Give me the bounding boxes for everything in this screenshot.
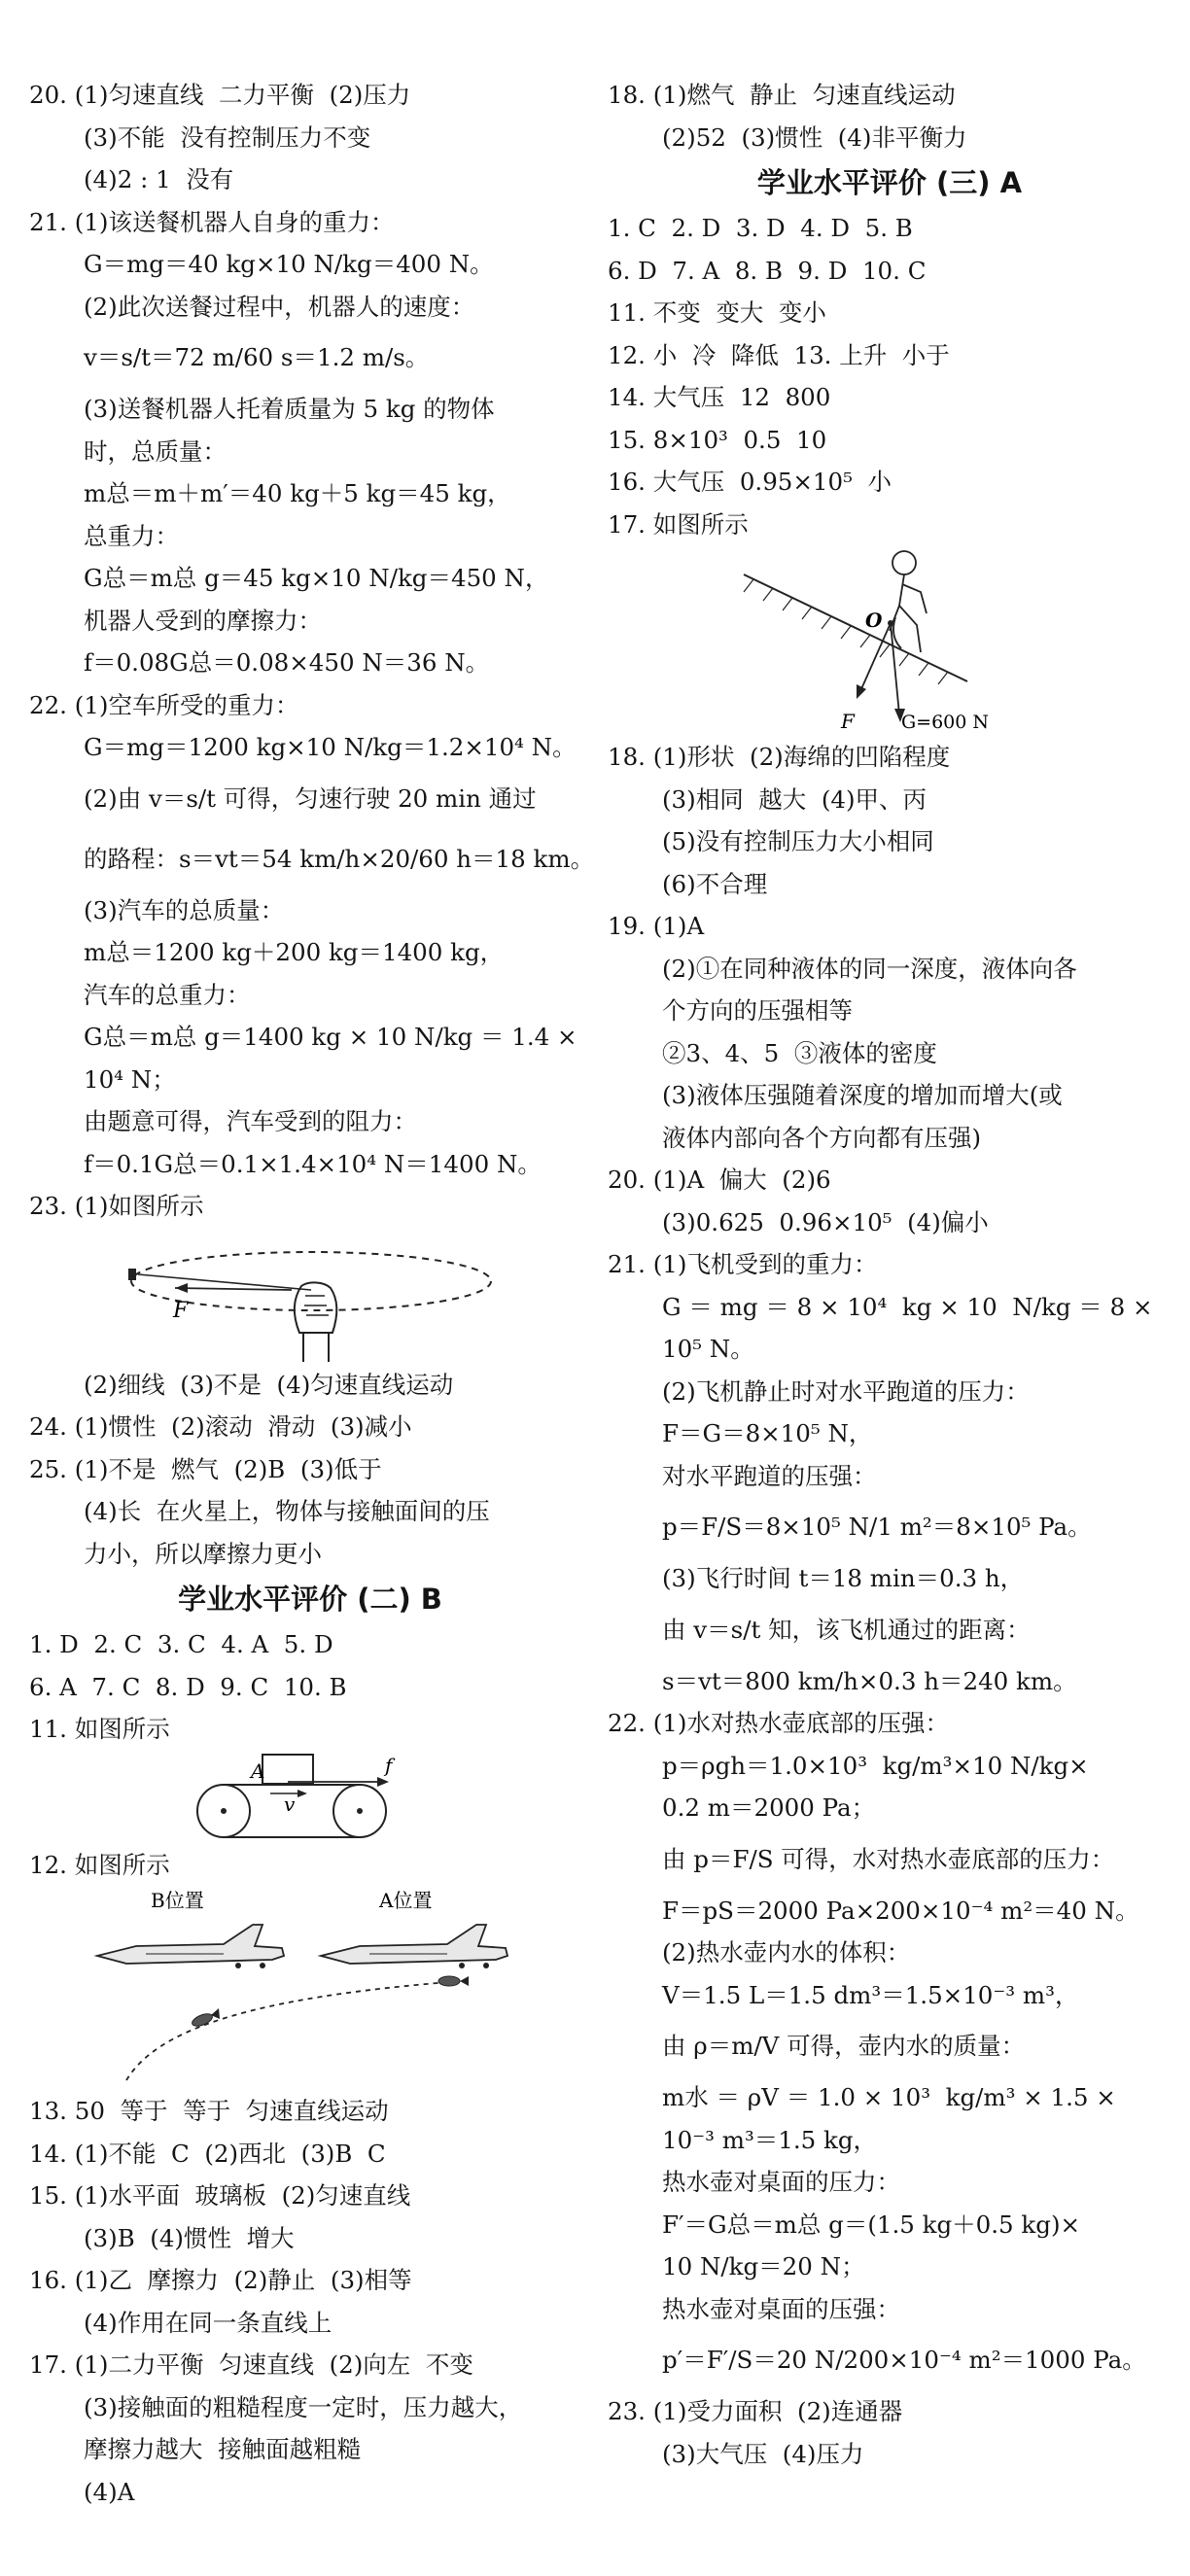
fig17-label-o: O — [865, 609, 883, 632]
answer-line: 19. (1)A — [608, 912, 705, 940]
force-arrowhead — [175, 1283, 188, 1293]
answer-line: 14. 大气压 12 800 — [608, 383, 831, 411]
answer-line: 24. (1)惯性 (2)滚动 滑动 (3)减小 — [29, 1412, 412, 1441]
answer-line: 热水壶对桌面的压强： — [662, 2294, 900, 2323]
answer-line: 由 ρ＝m/V 可得，壶内水的质量： — [662, 2032, 1026, 2060]
answer-line: G＝mg＝40 kg×10 N/kg＝400 N。 — [84, 250, 494, 278]
fig17 — [608, 545, 1172, 736]
answer-line: (3)飞行时间 t＝18 min＝0.3 h， — [662, 1564, 1025, 1592]
answer-line: 22. (1)空车所受的重力： — [29, 690, 299, 719]
answer-line: F′＝G总＝m总 g＝(1.5 kg＋0.5 kg)× — [662, 2210, 1081, 2239]
answer-line: 10⁵ N。 — [662, 1335, 754, 1363]
answer-line: (2)细线 (3)不是 (4)匀速直线运动 — [84, 1370, 454, 1399]
answer-line: (2)①在同种液体的同一深度，液体向各 — [662, 954, 1077, 983]
answer-line: 汽车的总重力： — [84, 980, 251, 1009]
ball-mark — [128, 1269, 136, 1280]
answer-line: 14. (1)不能 C (2)西北 (3)B C — [29, 2139, 386, 2168]
answer-line: 18. (1)形状 (2)海绵的凹陷程度 — [608, 743, 951, 771]
fig23-svg — [29, 1228, 535, 1364]
force-arrow — [175, 1288, 292, 1290]
jet-at-a — [321, 1925, 508, 1968]
fig17-label-g: G=600 N — [901, 712, 990, 733]
answer-line: 的路程：s＝vt＝54 km/h×20/60 h＝18 km。 — [84, 844, 595, 873]
answer-line: 对水平跑道的压强： — [662, 1461, 877, 1490]
answer-line: 17. 如图所示 — [608, 509, 749, 539]
answer-line: (3)B (4)惯性 增大 — [84, 2223, 295, 2252]
left-column — [29, 74, 595, 2513]
fig17-label-f: F — [841, 710, 855, 733]
answer-line: 10⁴ N； — [84, 1064, 176, 1094]
slope-line — [744, 574, 967, 681]
hand-fingers — [304, 1296, 329, 1315]
answer-line: 12. 如图所示 — [29, 1850, 170, 1879]
answer-line: (2)热水壶内水的体积： — [662, 1938, 911, 1967]
answer-line: 16. 大气压 0.95×10⁵ 小 — [608, 468, 892, 496]
answer-line: 13. 50 等于 等于 匀速直线运动 — [29, 2097, 389, 2125]
answer-line: s＝vt＝800 km/h×0.3 h＝240 km。 — [662, 1666, 1077, 1695]
string-line — [138, 1274, 311, 1290]
answer-line: (2)此次送餐过程中，机器人的速度： — [84, 292, 475, 321]
fig11-svg — [29, 1751, 535, 1844]
fall-trajectory — [126, 1981, 462, 2080]
section-heading: 学业水平评价 (三) A — [756, 166, 1023, 199]
answer-line: 6. D 7. A 8. B 9. D 10. C — [608, 256, 927, 285]
fig11-label-f: f — [385, 1753, 393, 1777]
answer-line: 机器人受到的摩擦力： — [84, 606, 322, 635]
answer-line: (6)不合理 — [662, 869, 768, 898]
answer-line: (3)汽车的总质量： — [84, 895, 285, 924]
answer-line: f＝0.1G总＝0.1×1.4×10⁴ N＝1400 N。 — [84, 1149, 542, 1178]
answer-line: 12. 小 冷 降低 13. 上升 小于 — [608, 340, 950, 369]
answer-line: (4)作用在同一条直线上 — [84, 2308, 332, 2337]
answer-line: 18. (1)燃气 静止 匀速直线运动 — [608, 81, 956, 109]
answer-line: (3)接触面的粗糙程度一定时，压力越大， — [84, 2392, 523, 2421]
answer-line: m水 ＝ ρV ＝ 1.0 × 10³ kg/m³ × 1.5 × — [662, 2083, 1116, 2111]
answer-line: 由 v＝s/t 知，该飞机通过的距离： — [662, 1615, 1031, 1644]
answer-line: 总重力： — [84, 521, 179, 550]
answer-line: G总＝m总 g＝45 kg×10 N/kg＝450 N， — [84, 564, 549, 592]
fig12-label-a: A位置 — [379, 1889, 433, 1912]
fig11-label-a: A — [251, 1758, 265, 1783]
answer-line: 11. 如图所示 — [29, 1715, 170, 1743]
answer-line: 由题意可得，汽车受到的阻力： — [84, 1107, 417, 1135]
right-roller-axle — [357, 1808, 363, 1814]
answer-line: 6. A 7. C 8. D 9. C 10. B — [29, 1672, 347, 1701]
answer-line: p＝F/S＝8×10⁵ N/1 m²＝8×10⁵ Pa。 — [662, 1513, 1092, 1541]
answer-line: 力小，所以摩擦力更小 — [84, 1539, 322, 1568]
person-on-slope — [890, 551, 927, 652]
answer-line: V＝1.5 L＝1.5 dm³＝1.5×10⁻³ m³， — [662, 1980, 1079, 2009]
answer-line: 15. (1)水平面 玻璃板 (2)匀速直线 — [29, 2181, 411, 2210]
answer-line: (3)0.625 0.96×10⁵ (4)偏小 — [662, 1207, 989, 1236]
answer-line: (4)A — [84, 2477, 135, 2506]
answer-line: 1. D 2. C 3. C 4. A 5. D — [29, 1630, 333, 1658]
answer-line: m总＝m＋m′＝40 kg＋5 kg＝45 kg， — [84, 479, 511, 507]
answer-line: 21. (1)该送餐机器人自身的重力： — [29, 207, 395, 236]
answer-line: 由 p＝F/S 可得，水对热水壶底部的压力： — [662, 1844, 1115, 1873]
answer-line: p′＝F′/S＝20 N/200×10⁻⁴ m²＝1000 Pa。 — [662, 2346, 1146, 2374]
answer-line: 21. (1)飞机受到的重力： — [608, 1250, 878, 1278]
answer-line: 20. (1)匀速直线 二力平衡 (2)压力 — [29, 81, 411, 109]
answer-line: 23. (1)如图所示 — [29, 1192, 204, 1220]
answer-line: 个方向的压强相等 — [662, 996, 853, 1025]
answer-line: v＝s/t＝72 m/60 s＝1.2 m/s。 — [84, 343, 430, 371]
answer-line: 1. C 2. D 3. D 4. D 5. B — [608, 214, 913, 242]
fig23 — [29, 1228, 591, 1364]
answer-line: (2)52 (3)惯性 (4)非平衡力 — [662, 122, 967, 152]
answer-line: F＝pS＝2000 Pa×200×10⁻⁴ m²＝40 N。 — [662, 1896, 1139, 1925]
answer-line: ②3、4、5 ③液体的密度 — [662, 1038, 937, 1067]
block — [262, 1755, 313, 1784]
answer-line: F＝G＝8×10⁵ N， — [662, 1419, 873, 1447]
answer-line: 时，总质量： — [84, 436, 227, 466]
answer-line: 热水壶对桌面的压力： — [662, 2168, 900, 2196]
section-heading: 学业水平评价 (二) B — [178, 1583, 442, 1616]
answer-line: (4)长 在火星上，物体与接触面间的压 — [84, 1497, 490, 1525]
velocity-arrowhead — [298, 1790, 307, 1797]
fig12-svg — [29, 1886, 574, 2090]
answer-line: (4)2 : 1 没有 — [84, 165, 234, 193]
jet-at-b — [97, 1925, 284, 1968]
hand-outline — [295, 1282, 336, 1333]
answer-line: 17. (1)二力平衡 匀速直线 (2)向左 不变 — [29, 2350, 473, 2379]
answer-line: 16. (1)乙 摩擦力 (2)静止 (3)相等 — [29, 2266, 412, 2294]
answer-line: 11. 不变 变大 变小 — [608, 298, 826, 327]
answer-line: 20. (1)A 偏大 (2)6 — [608, 1166, 831, 1194]
right-column — [608, 74, 1172, 2475]
answer-line: p＝ρgh＝1.0×10³ kg/m³×10 N/kg× — [662, 1751, 1089, 1780]
answer-line: 0.2 m＝2000 Pa； — [662, 1793, 876, 1822]
answer-line: (3)液体压强随着深度的增加而增大(或 — [662, 1081, 1063, 1109]
fig12-label-b: B位置 — [151, 1889, 204, 1912]
answer-line: 25. (1)不是 燃气 (2)B (3)低于 — [29, 1454, 382, 1483]
fig11 — [29, 1751, 591, 1844]
answer-line: (3)大气压 (4)压力 — [662, 2439, 864, 2468]
answer-line: (3)不能 没有控制压力不变 — [84, 122, 371, 152]
fig12 — [29, 1886, 591, 2090]
answer-line: 10⁻³ m³＝1.5 kg， — [662, 2125, 878, 2154]
bomb-near-a — [438, 1976, 469, 1986]
answer-line: G ＝ mg ＝ 8 × 10⁴ kg × 10 N/kg ＝ 8 × — [662, 1292, 1153, 1321]
left-roller-axle — [221, 1808, 227, 1814]
answer-line: (3)相同 越大 (4)甲、丙 — [662, 784, 928, 814]
answer-line: m总＝1200 kg＋200 kg＝1400 kg， — [84, 938, 505, 966]
answer-line: 15. 8×10³ 0.5 10 — [608, 425, 827, 454]
friction-arrowhead — [377, 1777, 389, 1787]
fig23-label-f: F — [173, 1298, 189, 1323]
answer-line: G＝mg＝1200 kg×10 N/kg＝1.2×10⁴ N。 — [84, 733, 577, 761]
answer-line: f＝0.08G总＝0.08×450 N＝36 N。 — [84, 648, 490, 677]
answer-line: 摩擦力越大 接触面越粗糙 — [84, 2435, 362, 2463]
fig11-label-v: v — [284, 1792, 296, 1816]
answer-line: 10 N/kg＝20 N； — [662, 2252, 865, 2280]
answer-line: 液体内部向各个方向都有压强) — [662, 1123, 982, 1152]
answer-line: (2)飞机静止时对水平跑道的压力： — [662, 1376, 1030, 1406]
answer-line: 22. (1)水对热水壶底部的压强： — [608, 1709, 949, 1737]
answer-line: 23. (1)受力面积 (2)连通器 — [608, 2397, 903, 2425]
wrist-lines — [303, 1333, 329, 1362]
fig17-svg — [608, 545, 1152, 736]
answer-line: (5)没有控制压力大小相同 — [662, 827, 934, 855]
answer-line: (3)送餐机器人托着质量为 5 kg 的物体 — [84, 395, 495, 423]
answer-line: G总＝m总 g＝1400 kg × 10 N/kg ＝ 1.4 × — [84, 1023, 578, 1051]
pressure-arrowhead — [857, 684, 866, 699]
answer-line: (2)由 v＝s/t 可得，匀速行驶 20 min 通过 — [84, 783, 537, 813]
